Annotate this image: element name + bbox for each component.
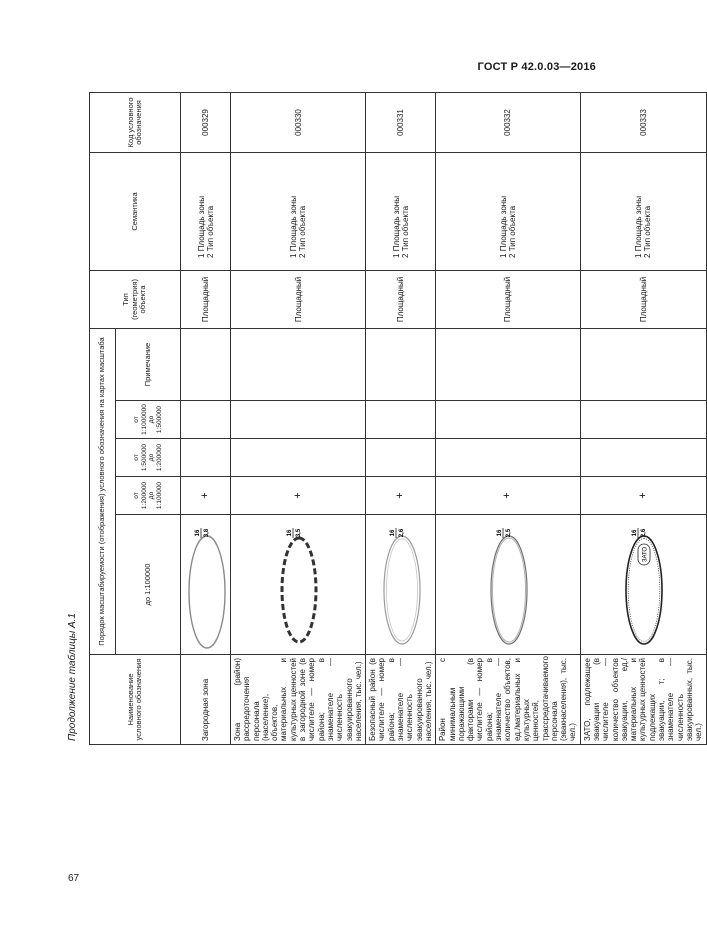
note-cell (231, 328, 366, 400)
scale-mark: + (366, 477, 436, 515)
geom-cell: Площадный (366, 270, 436, 328)
col-scale-4-header: от 1:1000000 до 1:500000 (116, 401, 181, 439)
symbol-cell (580, 515, 706, 655)
symbol-cell (231, 515, 366, 655)
symbol-cell (366, 515, 436, 655)
zone-ellipse-outline (491, 536, 527, 644)
symbol-label-bottom: 2,6 (398, 528, 405, 538)
symbol-label-top: 16 (496, 529, 503, 537)
code-cell: 000333 (580, 92, 706, 152)
semantics-line: 2 Тип объекта (507, 205, 517, 258)
col-scale-3-header: от 1:500000 до 1:200000 (116, 439, 181, 477)
table-row (231, 92, 366, 744)
table-row (580, 92, 706, 744)
scale-mark: + (436, 477, 580, 515)
scale-mark: + (580, 477, 706, 515)
scale-mark-empty (366, 401, 436, 439)
scale-mark-empty (436, 401, 580, 439)
symbol-label-top: 16 (194, 529, 201, 537)
zone-symbol (184, 514, 228, 654)
col-note-header: Примечание (116, 328, 181, 400)
scale-mark-empty (580, 401, 706, 439)
note-cell (181, 328, 231, 400)
geom-cell: Площадный (231, 270, 366, 328)
symbol-label-top: 16 (287, 529, 294, 537)
semantics-cell (181, 152, 231, 270)
symbol-label-top: 16 (632, 529, 639, 537)
scale-mark-empty (231, 439, 366, 477)
symbol-label-bottom: 2,5 (505, 528, 512, 538)
note-cell (366, 328, 436, 400)
code-cell: 000332 (436, 92, 580, 152)
symbol-label-bottom: 3,5 (296, 528, 303, 538)
gost-header: ГОСТ Р 42.0.03—2016 (477, 61, 596, 73)
geom-cell: Площадный (580, 270, 706, 328)
semantics-line: 1 Площадь зоны (391, 196, 401, 258)
zone-ellipse-outline (189, 536, 225, 648)
table-row (366, 92, 436, 744)
row-name: Зона (район) рассредоточения персонала (население), объектов, материальных и культурных ценностей в загородной зоне (в числителе — номер района; в знаменателе — численность эвакуированного населения, тыс. чел.) (231, 655, 366, 745)
geom-cell: Площадный (436, 270, 580, 328)
geom-cell: Площадный (181, 270, 231, 328)
semantics-line: 2 Тип объекта (400, 205, 410, 258)
code-cell: 000331 (366, 92, 436, 152)
zone-ellipse-inner (386, 539, 417, 641)
row-name: ЗАТО, подлежащее эвакуации (в числителе — количество объектов эвакуации, ед./материальных и культурных ценностей подлежащих эвакуации, т; в знаменателе — численность эвакуированных, тыс. чел.) (580, 655, 706, 745)
page-number: 67 (68, 873, 80, 884)
table-caption: Продолжение таблицы А.1 (67, 613, 78, 741)
symbol-cell (436, 515, 580, 655)
scale-mark-empty (181, 401, 231, 439)
scale-mark-empty (580, 439, 706, 477)
zone-symbol (379, 514, 423, 654)
col-name-header: Наименование условного обозначения (90, 655, 181, 745)
scale-mark: + (181, 477, 231, 515)
semantics-cell (231, 152, 366, 270)
scale-mark: + (231, 477, 366, 515)
row-name: Безопасный район (в числителе — номер района; в знаменателе — численность эвакуированного населения, тыс. чел.) (366, 655, 436, 745)
zato-badge-text: ЗАТО (642, 546, 649, 563)
semantics-line: 2 Тип объекта (643, 205, 653, 258)
scale-mark-empty (436, 439, 580, 477)
semantics-cell (366, 152, 436, 270)
note-cell (580, 328, 706, 400)
col-geom-header: Тип (геометрия) объекта (90, 270, 181, 328)
zone-ellipse-dashed (282, 538, 316, 642)
scale-mark-empty (231, 401, 366, 439)
semantics-line: 1 Площадь зоны (289, 196, 299, 258)
zone-symbol (486, 514, 530, 654)
col-code-header: Код условного обозначения (90, 92, 181, 152)
semantics-line: 2 Тип объекта (298, 205, 308, 258)
note-cell (436, 328, 580, 400)
symbols-table (89, 92, 707, 745)
symbol-label-top: 16 (389, 529, 396, 537)
semantics-cell (580, 152, 706, 270)
code-cell: 000330 (231, 92, 366, 152)
symbol-label-bottom: 2,6 (641, 528, 648, 538)
zone-ellipse-inner (492, 538, 525, 642)
zone-symbol (276, 514, 320, 654)
col-scale-1-header: до 1:100000 (116, 515, 181, 655)
symbol-cell (181, 515, 231, 655)
scale-mark-empty (366, 439, 436, 477)
col-scale-2-header: от 1:200000 до 1:100000 (116, 477, 181, 515)
semantics-line: 1 Площадь зоны (634, 196, 644, 258)
scale-mark-empty (181, 439, 231, 477)
row-name: Район с минимальным поражающими факторами (в числителе — номер района; в знаменателе — количество объектов, ед./материальных и культурных ценностей, трассредотачиваемого персонала (эвакнаселения), тыс. чел.) (436, 655, 580, 745)
semantics-line: 2 Тип объекта (205, 205, 215, 258)
semantics-line: 1 Площадь зоны (498, 196, 508, 258)
code-cell: 000329 (181, 92, 231, 152)
rotated-table-area (67, 93, 704, 745)
table-row (181, 92, 231, 744)
col-scale-group-header: Порядок масштабируемости (отображения) условного обозначения на картах масштаба (90, 328, 116, 654)
zone-ellipse-outline (384, 536, 420, 644)
semantics-line: 1 Площадь зоны (196, 196, 206, 258)
row-name: Загородная зона (181, 655, 231, 745)
table-row (436, 92, 580, 744)
zone-symbol (621, 514, 665, 654)
symbol-label-bottom: 3,8 (203, 528, 210, 538)
col-sem-header: Семантика (90, 152, 181, 270)
semantics-cell (436, 152, 580, 270)
